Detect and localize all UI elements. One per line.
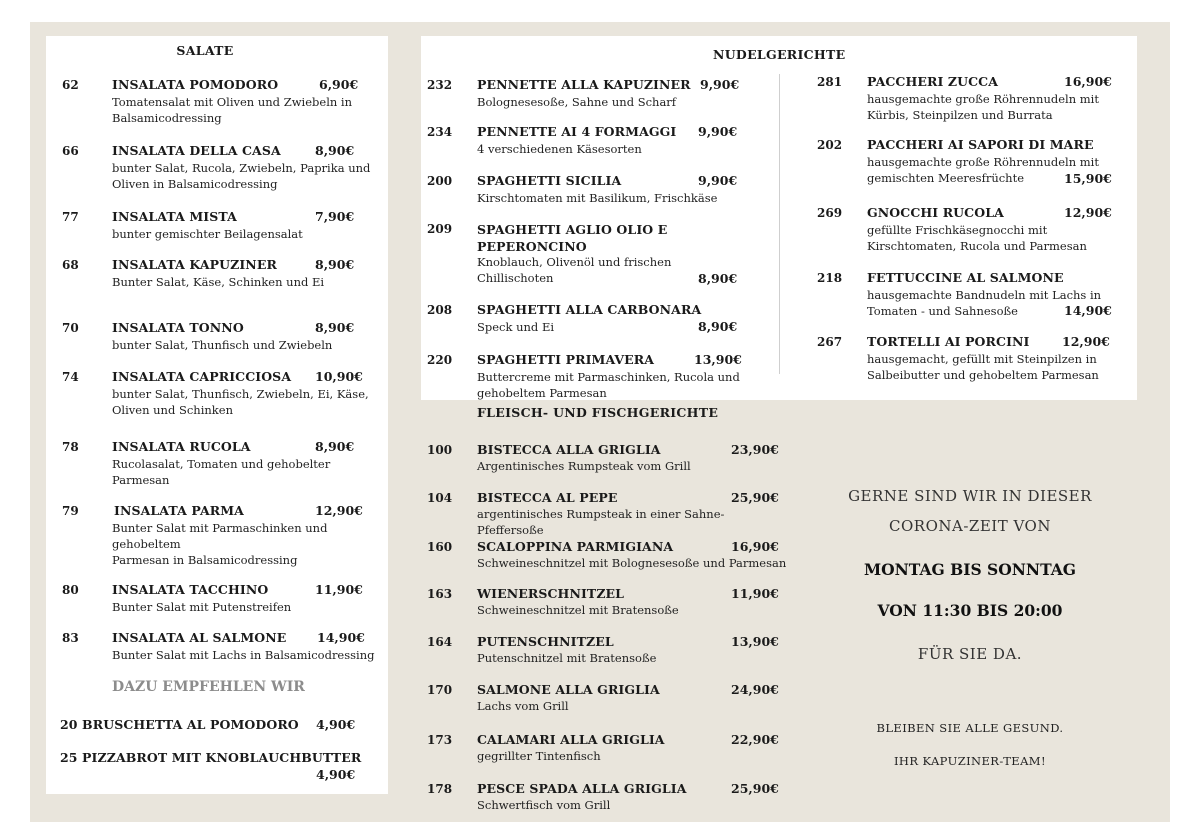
item-description: Buttercreme mit Parmaschinken, Rucola und gehobeltem Parmesan — [477, 370, 740, 400]
item-price: 25,90€ — [731, 490, 779, 505]
item-name: INSALATA TONNO — [112, 320, 244, 335]
item-price: 11,90€ — [315, 582, 363, 597]
item-price: 8,90€ — [315, 439, 355, 454]
item-name: PENNETTE ALLA KAPUZINER — [477, 77, 691, 92]
item-number: 68 — [62, 258, 79, 272]
item-price: 6,90€ — [319, 77, 359, 92]
item-description: 4 verschiedenen Käsesorten — [477, 142, 642, 156]
item-price: 13,90€ — [731, 634, 779, 649]
item-name: FETTUCCINE AL SALMONE — [867, 270, 1064, 285]
item-number: 104 — [427, 491, 453, 505]
item-name: INSALATA POMODORO — [112, 77, 279, 92]
item-price: 22,90€ — [731, 732, 779, 747]
item-price: 11,90€ — [731, 586, 779, 601]
info-line-2: CORONA-ZEIT VON — [889, 517, 1051, 535]
item-number: 232 — [427, 78, 453, 92]
item-price: 12,90€ — [1064, 205, 1112, 220]
item-name: CALAMARI ALLA GRIGLIA — [477, 732, 665, 747]
farewell-line-1: BLEIBEN SIE ALLE GESUND. — [876, 721, 1064, 735]
item-name: PENNETTE AI 4 FORMAGGI — [477, 124, 677, 139]
item-description: Tomatensalat mit Oliven und Zwiebeln in Balsamicodressing — [112, 95, 353, 125]
item-name: INSALATA DELLA CASA — [112, 143, 281, 158]
item-number: 79 — [62, 504, 79, 518]
item-name: TORTELLI AI PORCINI — [867, 334, 1030, 349]
item-name: WIENERSCHNITZEL — [477, 586, 625, 601]
column-divider — [779, 74, 780, 374]
item-name: INSALATA AL SALMONE — [112, 630, 287, 645]
item-price: 25,90€ — [731, 781, 779, 796]
item-description: Bolognesesoße, Sahne und Scharf — [477, 95, 677, 109]
item-number: 70 — [62, 321, 79, 335]
item-name: SPAGHETTI AGLIO OLIO E PEPERONCINO — [477, 222, 668, 254]
item-name: SPAGHETTI PRIMAVERA — [477, 352, 655, 367]
item-description: Argentinisches Rumpsteak vom Grill — [477, 459, 691, 473]
salate-title: SALATE — [176, 43, 234, 58]
item-price: 24,90€ — [731, 682, 779, 697]
item-description: hausgemachte große Röhrennudeln mit gemischten Meeresfrüchte — [867, 155, 1099, 185]
item-number: 83 — [62, 631, 79, 645]
item-number: 66 — [62, 144, 79, 158]
fleisch-title: FLEISCH- UND FISCHGERICHTE — [477, 405, 719, 420]
item-description: bunter Salat, Thunfisch und Zwiebeln — [112, 338, 333, 352]
item-name: SALMONE ALLA GRIGLIA — [477, 682, 660, 697]
item-price: 12,90€ — [315, 503, 363, 518]
item-price: 15,90€ — [1064, 171, 1112, 186]
item-number: 220 — [427, 353, 453, 367]
nudelgerichte-title: NUDELGERICHTE — [713, 47, 846, 62]
item-number: 62 — [62, 78, 79, 92]
item-description: hausgemachte Bandnudeln mit Lachs in Tomaten - und Sahnesoße — [867, 288, 1102, 318]
item-number: 74 — [62, 370, 79, 384]
item-price: 14,90€ — [1064, 303, 1112, 318]
farewell-line-2: IHR KAPUZINER-TEAM! — [893, 754, 1047, 768]
item-description: Kirschtomaten mit Basilikum, Frischkäse — [477, 191, 718, 205]
item-price: 8,90€ — [315, 257, 355, 272]
item-name: PESCE SPADA ALLA GRIGLIA — [477, 781, 687, 796]
recommend-title: DAZU EMPFEHLEN WIR — [112, 679, 305, 695]
item-description: hausgemacht, gefüllt mit Steinpilzen in Salbeibutter und gehobeltem Parmesan — [867, 352, 1099, 382]
item-price: 13,90€ — [694, 352, 742, 367]
item-name: PACCHERI ZUCCA — [867, 74, 999, 89]
item-description: Bunter Salat mit Parmaschinken und gehobeltem Parmesan in Balsamicodressing — [112, 521, 328, 567]
item-description: Rucolasalat, Tomaten und gehobelter Parmesan — [112, 457, 331, 487]
item-number: 77 — [62, 210, 79, 224]
item-description: Knoblauch, Olivenöl und frischen Chillischoten — [477, 255, 672, 285]
item-number: 173 — [427, 733, 453, 747]
item-name: INSALATA KAPUZINER — [112, 257, 277, 272]
item-price: 8,90€ — [698, 319, 738, 334]
item-price: 16,90€ — [731, 539, 779, 554]
item-name: INSALATA TACCHINO — [112, 582, 269, 597]
item-number: 78 — [62, 440, 79, 454]
opening-hours: VON 11:30 BIS 20:00 — [877, 601, 1063, 620]
item-description: bunter Salat, Thunfisch, Zwiebeln, Ei, Käse, Oliven und Schinken — [112, 387, 369, 417]
item-price: 10,90€ — [315, 369, 363, 384]
item-description: bunter Salat, Rucola, Zwiebeln, Paprika und Oliven in Balsamicodressing — [112, 161, 371, 191]
info-line-3: FÜR SIE DA. — [917, 645, 1023, 663]
item-number: 267 — [817, 335, 843, 349]
item-number: 208 — [427, 303, 453, 317]
item-description: Lachs vom Grill — [477, 699, 569, 713]
item-price: 12,90€ — [1062, 334, 1110, 349]
item-number: 200 — [427, 174, 453, 188]
item-number: 100 — [427, 443, 453, 457]
item-description: Bunter Salat mit Putenstreifen — [112, 600, 292, 614]
item-description: Schweineschnitzel mit Bolognesesoße und Parmesan — [477, 556, 787, 570]
item-number: 170 — [427, 683, 453, 697]
item-name: INSALATA RUCOLA — [112, 439, 251, 454]
item-description: gegrillter Tintenfisch — [477, 749, 601, 763]
nudelgerichte-panel — [421, 36, 1137, 400]
item-price: 8,90€ — [315, 143, 355, 158]
item-number: 202 — [817, 138, 843, 152]
item-name: GNOCCHI RUCOLA — [867, 205, 1004, 220]
item-price: 14,90€ — [317, 630, 365, 645]
salate-panel — [46, 36, 388, 794]
item-price: 9,90€ — [698, 173, 738, 188]
item-number: 80 — [62, 583, 79, 597]
item-name: PACCHERI AI SAPORI DI MARE — [867, 137, 1094, 152]
item-name: INSALATA CAPRICCIOSA — [112, 369, 292, 384]
recommend-price: 4,90€ — [316, 717, 356, 732]
opening-days: MONTAG BIS SONNTAG — [863, 560, 1077, 579]
info-line-1: GERNE SIND WIR IN DIESER — [848, 487, 1092, 505]
item-description: gefüllte Frischkäsegnocchi mit Kirschtomaten, Rucola und Parmesan — [867, 223, 1087, 253]
item-price: 8,90€ — [698, 271, 738, 286]
item-name: BISTECCA ALLA GRIGLIA — [477, 442, 661, 457]
item-number: 164 — [427, 635, 453, 649]
item-price: 7,90€ — [315, 209, 355, 224]
item-description: Putenschnitzel mit Bratensoße — [477, 651, 657, 665]
item-description: Schweineschnitzel mit Bratensoße — [477, 603, 679, 617]
recommend-price: 4,90€ — [316, 767, 356, 782]
item-description: Bunter Salat, Käse, Schinken und Ei — [112, 275, 325, 289]
item-name: PUTENSCHNITZEL — [477, 634, 614, 649]
item-name: SPAGHETTI SICILIA — [477, 173, 622, 188]
item-name: SCALOPPINA PARMIGIANA — [477, 539, 674, 554]
item-description: Schwertfisch vom Grill — [477, 798, 611, 812]
item-number: 163 — [427, 587, 453, 601]
item-description: argentinisches Rumpsteak in einer Sahne-Pfeffersoße — [477, 507, 725, 537]
item-number: 269 — [817, 206, 843, 220]
item-description: Bunter Salat mit Lachs in Balsamicodressing — [112, 648, 375, 662]
item-price: 23,90€ — [731, 442, 779, 457]
item-number: 234 — [427, 125, 453, 139]
item-name: INSALATA PARMA — [114, 503, 244, 518]
item-price: 16,90€ — [1064, 74, 1112, 89]
item-number: 209 — [427, 222, 453, 236]
item-description: hausgemachte große Röhrennudeln mit Kürbis, Steinpilzen und Burrata — [867, 92, 1099, 122]
item-number: 281 — [817, 75, 843, 89]
item-name: BISTECCA AL PEPE — [477, 490, 618, 505]
item-price: 9,90€ — [700, 77, 740, 92]
item-name: SPAGHETTI ALLA CARBONARA — [477, 302, 702, 317]
item-price: 9,90€ — [698, 124, 738, 139]
recommend-item: 25 PIZZABROT MIT KNOBLAUCHBUTTER — [60, 750, 362, 765]
item-name: INSALATA MISTA — [112, 209, 237, 224]
item-number: 160 — [427, 540, 453, 554]
recommend-item: 20 BRUSCHETTA AL POMODORO — [60, 717, 299, 732]
item-price: 8,90€ — [315, 320, 355, 335]
item-number: 218 — [817, 271, 843, 285]
item-number: 178 — [427, 782, 453, 796]
item-description: Speck und Ei — [477, 320, 555, 334]
item-description: bunter gemischter Beilagensalat — [112, 227, 303, 241]
